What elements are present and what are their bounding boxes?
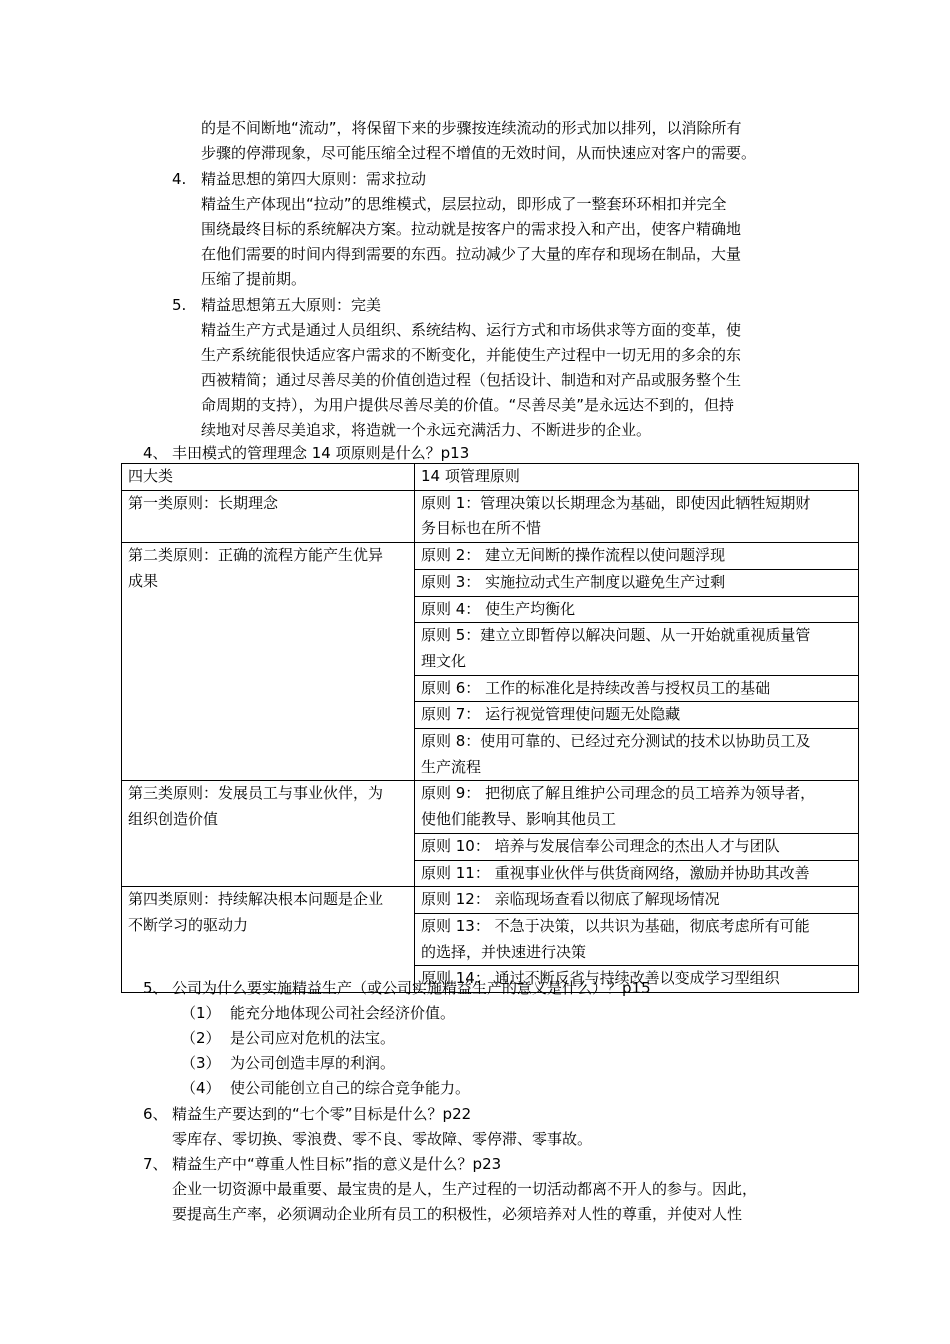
item4-line-2: 围绕最终目标的系统解决方案。拉动就是按客户的需求投入和产出，使客户精确地: [201, 220, 742, 238]
item4-title: 精益思想的第四大原则：需求拉动: [201, 170, 427, 188]
principle-11-text: 原则 11： 重视事业伙伴与供货商网络，激励并协助其改善: [421, 863, 810, 882]
q6-answer: 零库存、零切换、零浪费、零不良、零故障、零停滞、零事故。: [172, 1130, 593, 1148]
q7-number: 7、: [143, 1155, 168, 1173]
table-header-row: [122, 464, 859, 491]
category-2-line-1: 第二类原则：正确的流程方能产生优异: [128, 546, 384, 565]
item4-line-1: 精益生产体现出“拉动”的思维模式，层层拉动，即形成了一整套环环相扣并完全: [201, 195, 727, 213]
principle-13-line-2: 的选择，并快速进行决策: [421, 942, 587, 961]
intro-line-2: 步骤的停滞现象，尽可能压缩全过程不增值的无效时间，从而快速应对客户的需要。: [201, 144, 757, 162]
principle-9-line-2: 使他们能教导、影响其他员工: [421, 810, 617, 829]
item4-line-4: 压缩了提前期。: [201, 270, 307, 288]
principle-13-line-1: 原则 13： 不急于决策，以共识为基础，彻底考虑所有可能: [421, 916, 810, 935]
principle-9-line-1: 原则 9： 把彻底了解且维护公司理念的员工培养为领导者，: [421, 784, 816, 803]
q5-item-4-text: 使公司能创立自己的综合竞争能力。: [230, 1079, 471, 1097]
q5-item-2-text: 是公司应对危机的法宝。: [230, 1029, 396, 1047]
item5-line-4: 命周期的支持），为用户提供尽善尽美的价值。“尽善尽美”是永远达不到的，但持: [201, 396, 735, 414]
item5-number: 5.: [172, 296, 187, 314]
q7-line-1: 企业一切资源中最重要、最宝贵的是人，生产过程的一切活动都离不开人的参与。因此，: [172, 1180, 758, 1198]
principle-cell-13: [415, 913, 859, 965]
header-cell-principles: 14 项管理原则: [415, 464, 859, 491]
q5-item-3-number: （3）: [181, 1054, 221, 1072]
principle-cell-1: [415, 490, 859, 542]
header-cell-categories: 四大类: [122, 464, 415, 491]
category-2-line-2: 成果: [128, 571, 159, 590]
principle-14-text: 原则 14： 通过不断反省与持续改善以变成学习型组织: [421, 969, 780, 988]
category-4-line-2: 不断学习的驱动力: [128, 915, 249, 934]
q5-item-3-text: 为公司创造丰厚的利润。: [230, 1054, 396, 1072]
principle-cell-6: [415, 675, 859, 702]
principle-1-line-2: 务目标也在所不惜: [421, 519, 542, 538]
principle-2-text: 原则 2： 建立无间断的操作流程以使问题浮现: [421, 546, 726, 565]
q7-text: 精益生产中“尊重人性目标”指的意义是什么？p23: [172, 1155, 502, 1173]
principle-8-line-1: 原则 8：使用可靠的、已经过充分测试的技术以协助员工及: [421, 732, 811, 751]
item4-number: 4.: [172, 170, 187, 188]
q5-number: 5、: [143, 979, 168, 997]
principle-cell-3: [415, 569, 859, 596]
category-cell-2: [122, 543, 415, 781]
table-row: [122, 887, 859, 914]
principle-4-text: 原则 4： 使生产均衡化: [421, 599, 576, 618]
table-row: [122, 490, 859, 542]
principle-6-text: 原则 6： 工作的标准化是持续改善与授权员工的基础: [421, 678, 771, 697]
principle-1-line-1: 原则 1：管理决策以长期理念为基础，即使因此牺牲短期财: [421, 493, 811, 512]
category-1-text: 第一类原则：长期理念: [128, 493, 279, 512]
table-row: [122, 781, 859, 833]
principle-cell-10: [415, 833, 859, 860]
item5-line-2: 生产系统能很快适应客户需求的不断变化，并能使生产过程中一切无用的多余的东: [201, 346, 742, 364]
q7-line-2: 要提高生产率，必须调动企业所有员工的积极性，必须培养对人性的尊重，并使对人性: [172, 1205, 743, 1223]
category-cell-1: [122, 490, 415, 542]
principles-table: [121, 463, 859, 993]
category-3-line-2: 组织创造价值: [128, 810, 219, 829]
category-cell-3: [122, 781, 415, 887]
item5-title: 精益思想第五大原则：完美: [201, 296, 382, 314]
principle-cell-12: [415, 887, 859, 914]
principle-cell-11: [415, 860, 859, 887]
item5-line-5: 续地对尽善尽美追求，将造就一个永远充满活力、不断进步的企业。: [201, 421, 652, 439]
principle-cell-5: [415, 623, 859, 675]
principle-3-text: 原则 3： 实施拉动式生产制度以避免生产过剩: [421, 572, 726, 591]
table-row: [122, 543, 859, 570]
intro-line-1: 的是不间断地“流动”，将保留下来的步骤按连续流动的形式加以排列，以消除所有: [201, 119, 742, 137]
principle-5-line-2: 理文化: [421, 651, 467, 670]
principle-cell-7: [415, 702, 859, 729]
principle-8-line-2: 生产流程: [421, 757, 482, 776]
q5-item-1-number: （1）: [181, 1004, 221, 1022]
q6-text: 精益生产要达到的“七个零”目标是什么？p22: [172, 1105, 472, 1123]
q6-number: 6、: [143, 1105, 168, 1123]
principle-7-text: 原则 7： 运行视觉管理使问题无处隐藏: [421, 705, 681, 724]
q5-item-2-number: （2）: [181, 1029, 221, 1047]
q5-text: 公司为什么要实施精益生产（或公司实施精益生产的意义是什么）？p15: [172, 979, 651, 997]
category-3-line-1: 第三类原则：发展员工与事业伙伴，为: [128, 784, 384, 803]
principle-cell-4: [415, 596, 859, 623]
item5-line-1: 精益生产方式是通过人员组织、系统结构、运行方式和市场供求等方面的变革，使: [201, 321, 742, 339]
principle-5-line-1: 原则 5：建立立即暂停以解决问题、从一开始就重视质量管: [421, 626, 811, 645]
principle-cell-2: [415, 543, 859, 570]
item4-line-3: 在他们需要的时间内得到需要的东西。拉动减少了大量的库存和现场在制品，大量: [201, 245, 742, 263]
principle-12-text: 原则 12： 亲临现场查看以彻底了解现场情况: [421, 890, 720, 909]
q5-item-1-text: 能充分地体现公司社会经济价值。: [230, 1004, 456, 1022]
category-4-line-1: 第四类原则：持续解决根本问题是企业: [128, 890, 384, 909]
principle-cell-9: [415, 781, 859, 833]
principle-cell-8: [415, 729, 859, 781]
principle-10-text: 原则 10： 培养与发展信奉公司理念的杰出人才与团队: [421, 836, 780, 855]
item5-line-3: 西被精简；通过尽善尽美的价值创造过程（包括设计、制造和对产品或服务整个生: [201, 371, 742, 389]
q5-item-4-number: （4）: [181, 1079, 221, 1097]
q4-text: 丰田模式的管理理念 14 项原则是什么？p13: [172, 444, 470, 462]
q4-number: 4、: [143, 444, 168, 462]
